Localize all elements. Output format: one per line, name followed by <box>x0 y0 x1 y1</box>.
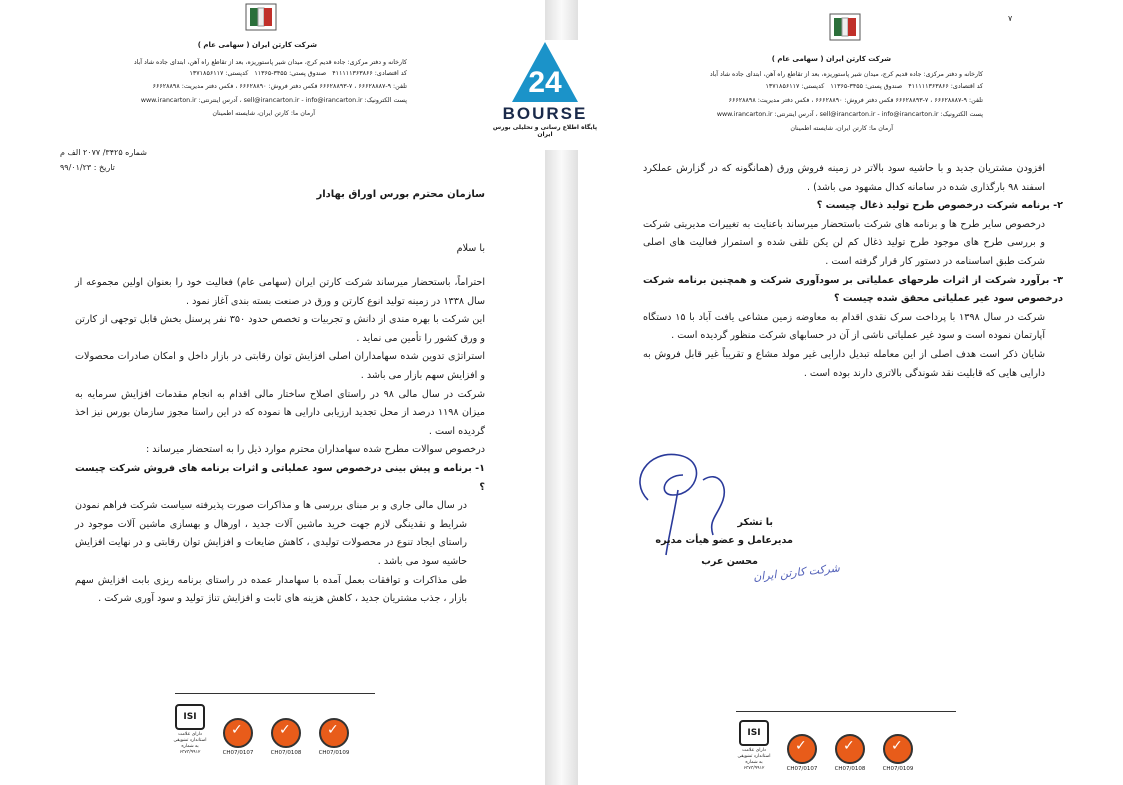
certifications <box>736 720 916 772</box>
signer-name: محسن عرب <box>701 556 758 567</box>
company-phones: تلفن: ۹-۶۶۶۲۸۸۸۷ ، ۷-۶۶۶۲۸۸۹۳ فکس دفتر فروش: ۶۶۶۲۸۸۹۰ ، فکس دفتر مدیریت: ۶۶۶۲۸۸۹۸ <box>728 97 983 104</box>
company-logo-icon <box>828 12 862 42</box>
question-1-item: در سال مالی جاری و بر مبنای بررسی ها و مذاکرات صورت پذیرفته سیاست شرکت فراهم نمودن شرایط و نقدینگی لازم جهت خرید ماشین آلات جدید ، اورهال و بهسازی ماشین آلات موجود در راستای ایجاد تنوع در محصولات تولیدی ، کاهش ضایعات و افزایش توان رقابتی و در نهایت افزایش حاشیه سود می باشد . <box>75 500 467 567</box>
question-2-item: درخصوص سایر طرح ها و برنامه های شرکت باستحضار میرساند باعنایت به تغییرات مدیریتی شرکت و بررسی طرح های موجود طرح تولید ذغال کم لن یکن تلقی شده و استمرار فعالیت های اصلی شرکت طبق اساسنامه در دستور کار قرار گرفته است . <box>643 218 1045 267</box>
sgs-cert <box>880 734 916 772</box>
question-1-title: ۱- برنامه و پیش بینی درخصوص سود عملیاتی و اثرات برنامه های فروش شرکت چیست ؟ <box>75 462 485 493</box>
company-codes <box>766 82 983 93</box>
company-emails: پست الکترونیک: sell@irancarton.ir - info@irancarton.ir ، آدرس اینترنتی: www.irancarton.ir <box>140 97 407 104</box>
company-codes <box>190 69 407 80</box>
letter-body-2 <box>643 160 1063 383</box>
paragraph: این شرکت با بهره مندی از دانش و تجربیات و تخصص حدود ۳۵۰ نفر پرسنل بخش قابل توجهی از کارتن و ورق کشور را تأمین می نماید . <box>75 314 485 344</box>
company-name: شرکت کارتن ایران ( سهامی عام ) <box>771 55 891 63</box>
postal-code: کدپستی: ۱۳۷۱۸۵۶۱۱۷ <box>765 83 825 90</box>
paragraph: شرکت در سال مالی ۹۸ در راستای اصلاح ساختار مالی اقدام به انجام مقدمات افزایش سرمایه به میزان ۱۱۹۸ درصد از محل تجدید ارزیابی دارایی ها نموده که در این راستا مجوز سازمان بورس نیز اخذ گردیده است . <box>75 388 485 437</box>
company-address: کارخانه و دفتر مرکزی: جاده قدیم کرج، میدان شیر پاستوریزه، بعد از تقاطع راه آهن، ابتدای جاده شاد آباد <box>133 59 407 66</box>
cert-code: CH07/0109 <box>318 750 350 756</box>
economic-code: کد اقتصادی: ۴۱۱۱۱۱۳۶۳۸۶۶ <box>908 83 983 90</box>
pobox: صندوق پستی: ۳۴۵۵-۱۱۳۶۵ <box>830 83 903 90</box>
company-emails: پست الکترونیک: sell@irancarton.ir - info@irancarton.ir ، آدرس اینترنتی: www.irancarton.ir <box>716 111 983 118</box>
bourse-logo <box>489 40 601 150</box>
pobox: صندوق پستی: ۳۴۵۵-۱۱۳۶۵ <box>254 70 327 77</box>
paragraph: احتراماً، باستحضار میرساند شرکت کارتن ایران (سهامی عام) فعالیت خود را بعنوان اولین مجموعه از سال ۱۳۳۸ در زمینه تولید انوع کارتن و ورق در صنعت بسته بندی آغاز نمود . <box>75 277 485 307</box>
letter-page-1 <box>0 0 545 785</box>
question-3-item: شرکت در سال ۱۳۹۸ با پرداخت سرک نقدی اقدام به معاوضه زمین مشاعی یافت آباد با ۱۵ دستگاه آپارتمان نموده است و سود غیر عملیاتی ناشی از آن در حسابهای شرکت منظور گردیده است . <box>643 311 1045 342</box>
thanks: با تشکر <box>737 517 773 528</box>
sgs-badge-icon <box>223 718 253 748</box>
isi-logo-icon: ISI <box>739 720 769 746</box>
question-1-item: طی مذاکرات و توافقات بعمل آمده با سهامدار عمده در راستای برنامه ریزی بابت افزایش سهم بازار ، جذب مشتریان جدید ، کاهش هزینه های ثابت و افزایش تناژ تولید و سود آوری شرکت . <box>75 574 467 605</box>
sgs-cert <box>832 734 868 772</box>
question-2-title: ۲- برنامه شرکت درخصوص طرح تولید ذغال چیست ؟ <box>816 200 1063 212</box>
cert-code: CH07/0108 <box>270 750 302 756</box>
bourse-wordmark: BOURSE <box>502 104 588 123</box>
sgs-badge-icon <box>883 734 913 764</box>
footer-divider <box>175 693 375 694</box>
cert-code: CH07/0107 <box>786 766 818 772</box>
bourse-caption: پایگاه اطلاع رسانی و تحلیلی بورس ایران <box>492 124 598 138</box>
cert-code: CH07/0107 <box>222 750 254 756</box>
sgs-cert <box>220 718 256 756</box>
cert-code: CH07/0108 <box>834 766 866 772</box>
paragraph: درخصوص سوالات مطرح شده سهامداران محترم موارد ذیل را به استحضار میرساند : <box>146 444 485 456</box>
isi-mark <box>172 704 208 756</box>
closing-paragraph: شایان ذکر است هدف اصلی از این معامله تبدیل دارایی غیر مولد مشاع و تقریباً غیر قابل فروش به دارایی هایی که قابلیت نقد شوندگی بالاتری دارند بوده است . <box>643 348 1045 379</box>
question-3-title: ۳- برآورد شرکت از اثرات طرحهای عملیاتی بر سودآوری شرکت و همچنین برنامه شرکت درخصوص سود غیر عملیاتی محقق شده چیست ؟ <box>643 274 1063 305</box>
svg-text:24: 24 <box>528 66 562 99</box>
letter-body-1 <box>75 274 485 609</box>
sgs-badge-icon <box>319 718 349 748</box>
sgs-cert <box>316 718 352 756</box>
company-stamp: شرکت کارتن ایران <box>752 561 841 584</box>
isi-caption: دارای علامت استاندارد تشویقی به شماره ۶۳۷۳/۹۹۱۲ <box>173 732 207 755</box>
certifications <box>172 704 352 756</box>
recipient: سازمان محترم بورس اوراق بهادار <box>316 189 485 200</box>
isi-logo-icon: ISI <box>175 704 205 730</box>
isi-mark <box>736 720 772 772</box>
isi-caption: دارای علامت استاندارد تشویقی به شماره ۶۳۷۳/۹۹۱۲ <box>737 748 771 771</box>
postal-code: کدپستی: ۱۳۷۱۸۵۶۱۱۷ <box>189 70 249 77</box>
letter-number: شماره ۳۴۲۵/ ۲۰۷۷ الف م <box>60 148 147 157</box>
letter-date: تاریخ : ۹۹/۰۱/۲۳ <box>60 163 115 172</box>
company-name: شرکت کارتن ایران ( سهامی عام ) <box>197 41 317 49</box>
company-address: کارخانه و دفتر مرکزی: جاده قدیم کرج، میدان شیر پاستوریزه، بعد از تقاطع راه آهن، ابتدای جاده شاد آباد <box>709 71 983 78</box>
question-1-continued: افزودن مشتریان جدید و با حاشیه سود بالاتر در زمینه فروش ورق (همانگونه که در گزارش عملکرد اسفند ۹۸ بارگذاری شده در سامانه کدال مشهود می باشد) . <box>643 163 1045 193</box>
sgs-cert <box>784 734 820 772</box>
bourse-24-icon <box>510 40 580 104</box>
paragraph: استراتژی تدوین شده سهامداران اصلی افزایش توان رقابتی در بازار داخل و امکان صادرات محصولات و افزایش سهم بازار می باشد . <box>75 351 485 381</box>
sgs-cert <box>268 718 304 756</box>
company-slogan: آرمان ما: کارتن ایران، شایسته اطمینان <box>212 110 315 117</box>
company-logo-icon <box>244 2 278 32</box>
footer-divider <box>736 711 956 712</box>
company-slogan: آرمان ما: کارتن ایران، شایسته اطمینان <box>790 125 893 132</box>
greeting: با سلام <box>456 243 485 254</box>
economic-code: کد اقتصادی: ۴۱۱۱۱۱۳۶۳۸۶۶ <box>332 70 407 77</box>
sgs-badge-icon <box>271 718 301 748</box>
top-mark: ۷ <box>1008 14 1013 23</box>
sgs-badge-icon <box>787 734 817 764</box>
cert-code: CH07/0109 <box>882 766 914 772</box>
letter-page-2 <box>578 0 1123 785</box>
signer-title: مدیرعامل و عضو هیأت مدیره <box>655 535 793 546</box>
sgs-badge-icon <box>835 734 865 764</box>
company-phones: تلفن: ۹-۶۶۶۲۸۸۸۷ ، ۷-۶۶۶۲۸۸۹۳ فکس دفتر فروش: ۶۶۶۲۸۸۹۰ ، فکس دفتر مدیریت: ۶۶۶۲۸۸۹۸ <box>152 83 407 90</box>
